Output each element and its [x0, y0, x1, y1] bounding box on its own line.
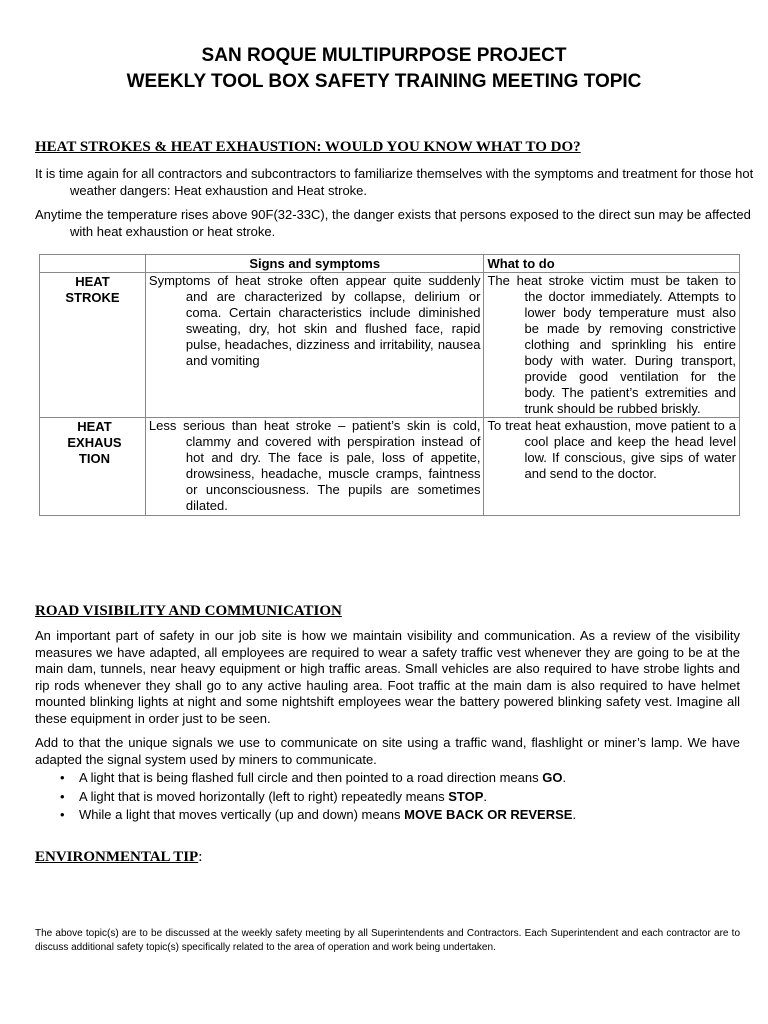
environmental-tip-heading: ENVIRONMENTAL TIP: [35, 849, 203, 865]
signal-list [60, 769, 740, 825]
road-signals-paragraph: Add to that the unique signals we use to communicate on site using a traffic wand, flashlight or miner’s lamp. We have adapted the signal system used by miners to communicate. [35, 735, 740, 767]
heat-intro-paragraph: It is time again for all contractors and subcontractors to familiarize themselves with the symptoms and treatment for those hot weather dangers: Heat exhaustion and Heat stroke. [35, 166, 754, 198]
document-title-line2: WEEKLY TOOL BOX SAFETY TRAINING MEETING TOPIC [126, 71, 642, 92]
heat-exhaustion-signs: Less serious than heat stroke – patient’s skin is cold, clammy and covered with perspiration instead of hot and dry. The face is pale, loss of appetite, drowsiness, headache, muscle cramps, faintness or unconsciousness. The pupils are sometimes dilated. [145, 418, 484, 516]
table-header-todo: What to do [484, 255, 740, 273]
signal-stop: STOP [448, 788, 484, 804]
row-label-heat-exhaustion: HEAT EXHAUS TION [40, 418, 146, 516]
table-header-empty [40, 255, 146, 273]
document-title-line1: SAN ROQUE MULTIPURPOSE PROJECT [201, 45, 567, 66]
heat-temperature-paragraph: Anytime the temperature rises above 90F(32-33C), the danger exists that persons exposed to the direct sun may be affected with heat exhaustion or heat stroke. [35, 207, 751, 239]
list-item: • A light that is being flashed full circle and then pointed to a road direction means GO. [60, 769, 740, 788]
row-label-heat-stroke: HEAT STROKE [40, 273, 146, 418]
heat-section-heading: HEAT STROKES & HEAT EXHAUSTION: WOULD YOU KNOW WHAT TO DO? [35, 139, 581, 155]
signal-reverse: MOVE BACK OR REVERSE [404, 807, 573, 822]
list-item: • A light that is moved horizontally (left to right) repeatedly means STOP. [60, 788, 740, 807]
table-row [40, 418, 740, 516]
signal-go: GO [542, 770, 563, 785]
road-visibility-paragraph: An important part of safety in our job site is how we maintain visibility and communication. As a review of the visibility measures we have adapted, all employees are required to wear a safety traffic vest whenever they are going to be at the main dam, tunnels, near heavy equipment or high traffic areas. Small vehicles are also required to have strobe lights and rip rods whenever they shall go to any active hauling area. Foot traffic at the main dam is also required to have helmet mounted blinking lights at night and some nightshift employees wear the battery powered blinking safety vest. Imagine all these equipment in order just to be seen. [35, 628, 740, 726]
table-header-row [40, 255, 740, 273]
road-section-heading: ROAD VISIBILITY AND COMMUNICATION [35, 603, 342, 619]
table-header-signs: Signs and symptoms [145, 255, 484, 273]
list-item: • While a light that moves vertically (up and down) means MOVE BACK OR REVERSE. [60, 806, 740, 825]
footer-note: The above topic(s) are to be discussed at the weekly safety meeting by all Superintendents and Contractors. Each Superintendent and each contractor are to discuss additional safety topic(s) specifically related to the area of operation and work being undertaken. [35, 928, 740, 953]
heat-symptoms-table [39, 254, 740, 516]
table-row [40, 273, 740, 418]
heat-stroke-signs: Symptoms of heat stroke often appear quite suddenly and are characterized by collapse, delirium or coma. Certain characteristics include diminished sweating, dry, hot skin and flushed face, rapid pulse, headaches, dizziness and irritability, nausea and vomiting [145, 273, 484, 418]
heat-exhaustion-todo: To treat heat exhaustion, move patient to a cool place and keep the head level low. If conscious, give sips of water and send to the doctor. [484, 418, 740, 516]
heat-stroke-todo: The heat stroke victim must be taken to the doctor immediately. Attempts to lower body temperature must also be made by removing constrictive clothing and sprinkling his entire body with water. During transport, provide good ventilation for the body. The patient’s extremities and trunk should be rubbed briskly. [484, 273, 740, 418]
